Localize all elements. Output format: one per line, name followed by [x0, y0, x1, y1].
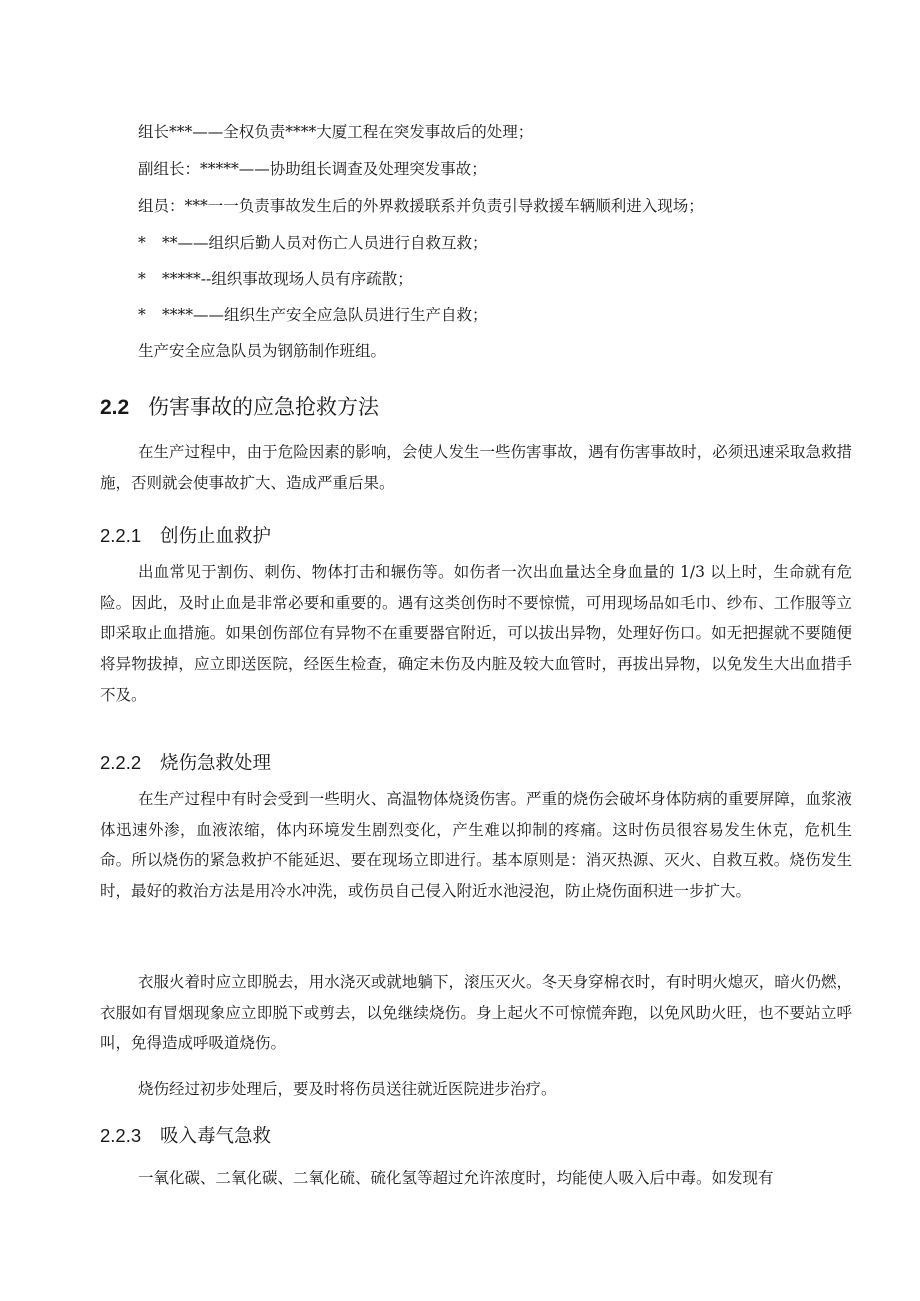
section-number: 2.2.2: [100, 752, 142, 773]
team-member-line: 组员：***一一负责事故发生后的外界救援联系并负责引导救援车辆顺利进入现场；: [138, 197, 704, 215]
bullet-marker: *: [138, 306, 146, 324]
section-2-2-2-paragraph-2: 衣服火着时应立即脱去，用水浇灭或就地躺下，滚压灭火。冬天身穿棉衣时，有时明火熄灭，暗火仍燃，衣服如有冒烟现象应立即脱下或剪去，以免继续烧伤。身上起火不可惊慌奔跑，以免风助火旺，也不要站立呼叫，免得造成呼吸道烧伤。: [100, 973, 852, 1053]
section-heading-2-2-1: [100, 524, 271, 549]
section-title: 吸入毒气急救: [160, 1126, 272, 1147]
section-2-2-2-paragraph-1: 在生产过程中有时会受到一些明火、高温物体烧烫伤害。严重的烧伤会破坏身体防病的重要屏障，血浆液体迅速外渗，血液浓缩，体内环境发生剧烈变化，产生难以抑制的疼痛。这时伤员很容易发生休克，危机生命。所以烧伤的紧急救护不能延迟、要在现场立即进行。基本原则是：消灭热源、灭火、自救互救。烧伤发生时，最好的救治方法是用冷水冲洗，或伤员自己侵入附近水池浸泡，防止烧伤面积进一步扩大。: [100, 790, 852, 901]
section-2-2-2-paragraph-3: 烧伤经过初步处理后，要及时将伤员送往就近医院进步治疗。: [138, 1080, 557, 1098]
section-title: 烧伤急救处理: [160, 753, 272, 774]
team-item: [138, 305, 488, 325]
section-title: 伤害事故的应急抢救方法: [148, 395, 379, 419]
section-2-2-1-body: 出血常见于割伤、刺伤、物体打击和辗伤等。如伤者一次出血量达全身血量的 1/3 以上时，生命就有危险。因此，及时止血是非常必要和重要的。遇有这类创伤时不要惊慌，可用现场品如毛巾、纱布、工作服等立即采取止血措施。如果创伤部位有异物不在重要器官附近，可以拔出异物，处理好伤口。如无把握就不要随便将异物拔掉，应立即送医院，经医生检查，确定未伤及内脏及较大血管时，再拔出异物，以免发生大出血措手不及。: [100, 563, 852, 704]
bullet-marker: *: [138, 270, 146, 288]
bullet-marker: *: [138, 234, 146, 252]
section-number: 2.2.3: [100, 1125, 142, 1146]
team-item: [138, 269, 413, 289]
section-heading-2-2: [100, 394, 379, 421]
team-deputy-line: 副组长：*****——协助组长调查及处理突发事故；: [138, 160, 487, 178]
team-item-text: ****——组织生产安全应急队员进行生产自救；: [162, 306, 488, 324]
section-2-2-intro: 在生产过程中，由于危险因素的影响，会使人发生一些伤害事故，遇有伤害事故时，必须迅速采取急救措施，否则就会使事故扩大、造成严重后果。: [100, 443, 852, 492]
team-item-text: **——组织后勤人员对伤亡人员进行自救互救；: [162, 234, 488, 252]
team-leader-line: 组长***——全权负责****大厦工程在突发事故后的处理；: [138, 123, 534, 141]
team-note: 生产安全应急队员为钢筋制作班组。: [138, 342, 387, 360]
section-heading-2-2-2: [100, 751, 271, 776]
team-item: [138, 233, 488, 253]
section-number: 2.2: [100, 396, 130, 419]
section-heading-2-2-3: [100, 1124, 271, 1149]
section-title: 创伤止血救护: [160, 526, 272, 547]
section-2-2-3-body: 一氧化碳、二氧化碳、二氧化硫、硫化氢等超过允许浓度时，均能使人吸入后中毒。如发现有: [138, 1169, 774, 1187]
team-item-text: *****--组织事故现场人员有序疏散；: [162, 270, 413, 288]
section-number: 2.2.1: [100, 525, 142, 546]
